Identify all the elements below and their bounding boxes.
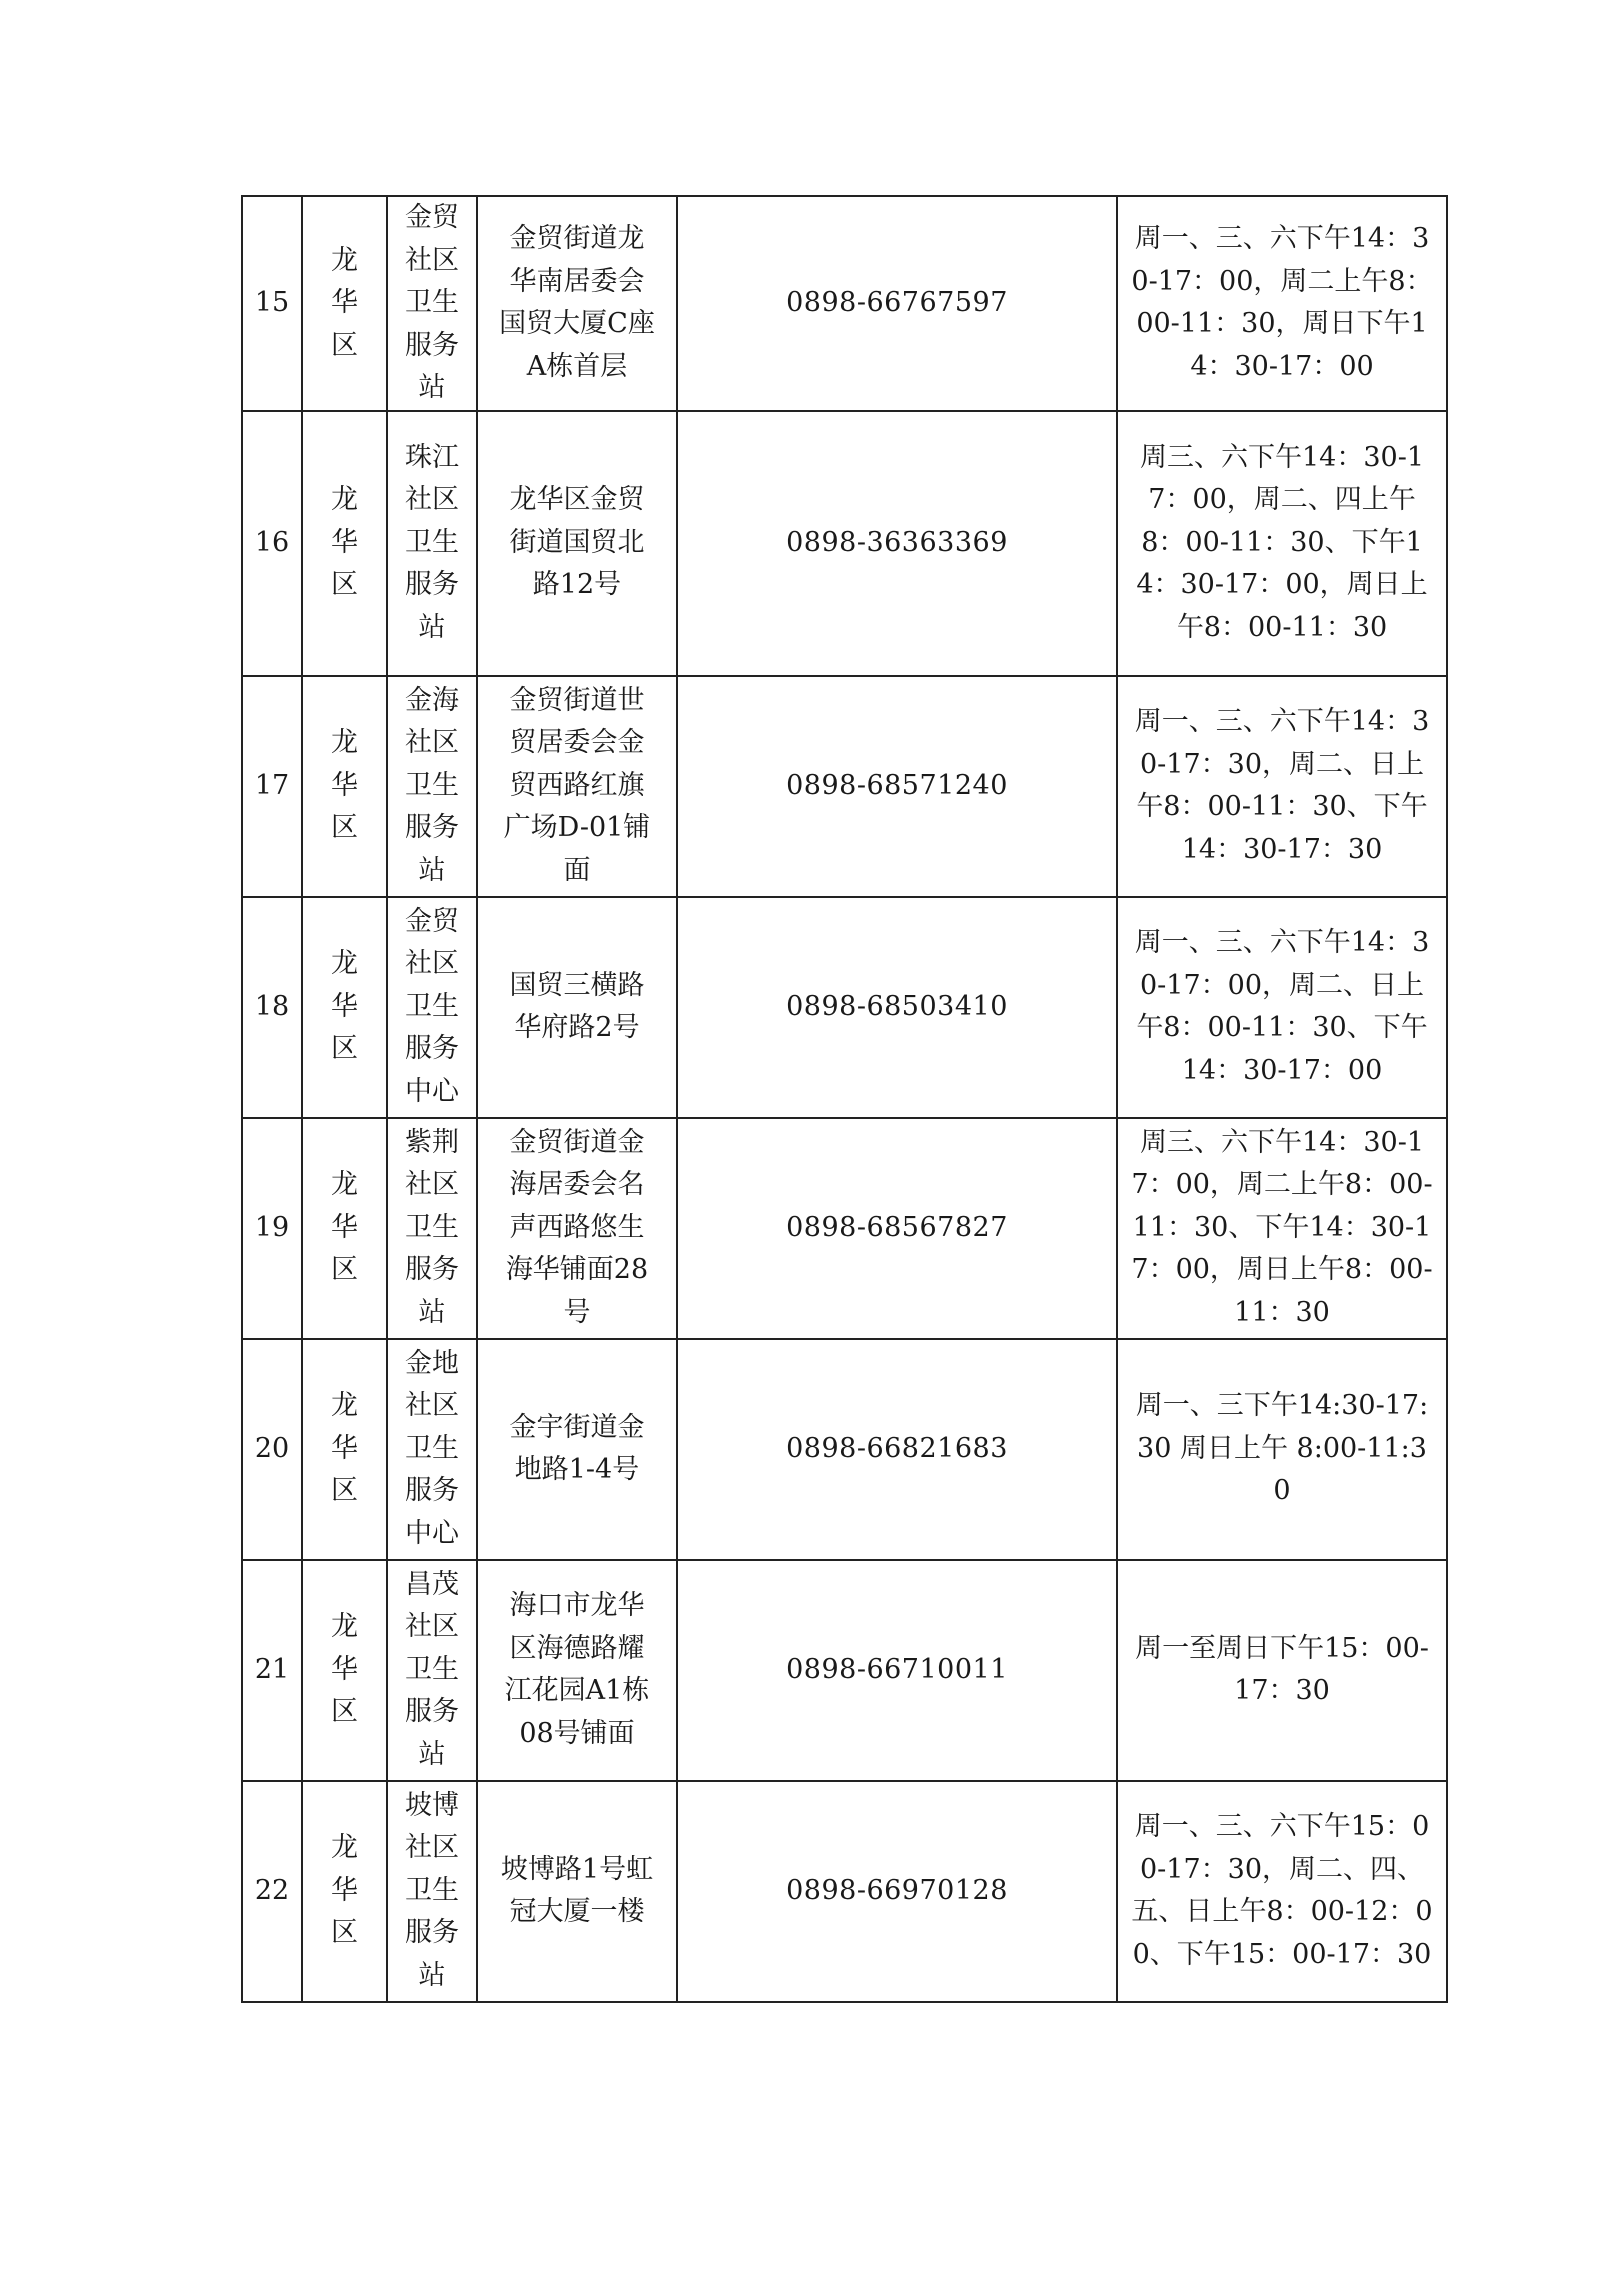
row-index-cell: 20 — [242, 1339, 302, 1560]
table-row — [242, 196, 1447, 411]
row-index-cell: 19 — [242, 1118, 302, 1339]
clinic-name-cell: 珠江社区卫生服务站 — [387, 411, 477, 676]
hours-cell: 周一、三、六下午15：00-17：30，周二、四、五、日上午8：00-12：00、下午15：00-17：30 — [1117, 1781, 1447, 2002]
row-index-cell: 18 — [242, 897, 302, 1118]
phone-cell: 0898-66767597 — [677, 196, 1117, 411]
clinic-name-cell: 金贸社区卫生服务中心 — [387, 897, 477, 1118]
clinic-table — [241, 195, 1448, 2003]
table-row — [242, 1339, 1447, 1560]
hours-cell: 周三、六下午14：30-17：00，周二上午8：00-11：30、下午14：30-17：00，周日上午8：00-11：30 — [1117, 1118, 1447, 1339]
address-cell: 金贸街道金海居委会名声西路悠生海华铺面28号 — [477, 1118, 677, 1339]
hours-cell: 周一、三下午14:30-17:30 周日上午 8:00-11:30 — [1117, 1339, 1447, 1560]
row-index-cell: 15 — [242, 196, 302, 411]
address-cell: 海口市龙华区海德路耀江花园A1栋08号铺面 — [477, 1560, 677, 1781]
table-row — [242, 1118, 1447, 1339]
phone-cell: 0898-68503410 — [677, 897, 1117, 1118]
hours-cell: 周一、三、六下午14：30-17：00，周二、日上午8：00-11：30、下午14：30-17：00 — [1117, 897, 1447, 1118]
row-index-cell: 22 — [242, 1781, 302, 2002]
address-cell: 坡博路1号虹冠大厦一楼 — [477, 1781, 677, 2002]
phone-cell: 0898-66821683 — [677, 1339, 1117, 1560]
phone-cell: 0898-66970128 — [677, 1781, 1117, 2002]
address-cell: 龙华区金贸街道国贸北路12号 — [477, 411, 677, 676]
phone-cell: 0898-66710011 — [677, 1560, 1117, 1781]
table-row — [242, 897, 1447, 1118]
address-cell: 金宇街道金地路1-4号 — [477, 1339, 677, 1560]
address-cell: 金贸街道龙华南居委会国贸大厦C座A栋首层 — [477, 196, 677, 411]
row-index-cell: 17 — [242, 676, 302, 897]
table-row — [242, 1781, 1447, 2002]
clinic-name-cell: 金海社区卫生服务站 — [387, 676, 477, 897]
district-cell: 龙华区 — [302, 897, 387, 1118]
hours-cell: 周一至周日下午15：00-17：30 — [1117, 1560, 1447, 1781]
phone-cell: 0898-68571240 — [677, 676, 1117, 897]
clinic-name-cell: 紫荆社区卫生服务站 — [387, 1118, 477, 1339]
table-row — [242, 411, 1447, 676]
district-cell: 龙华区 — [302, 411, 387, 676]
district-cell: 龙华区 — [302, 1118, 387, 1339]
table-row — [242, 676, 1447, 897]
district-cell: 龙华区 — [302, 1560, 387, 1781]
phone-cell: 0898-36363369 — [677, 411, 1117, 676]
address-cell: 金贸街道世贸居委会金贸西路红旗广场D-01铺面 — [477, 676, 677, 897]
clinic-name-cell: 金贸社区卫生服务站 — [387, 196, 477, 411]
district-cell: 龙华区 — [302, 1781, 387, 2002]
clinic-name-cell: 金地社区卫生服务中心 — [387, 1339, 477, 1560]
hours-cell: 周三、六下午14：30-17：00，周二、四上午8：00-11：30、下午14：30-17：00，周日上午8：00-11：30 — [1117, 411, 1447, 676]
table-row — [242, 1560, 1447, 1781]
address-cell: 国贸三横路华府路2号 — [477, 897, 677, 1118]
hours-cell: 周一、三、六下午14：30-17：00，周二上午8：00-11：30，周日下午14：30-17：00 — [1117, 196, 1447, 411]
phone-cell: 0898-68567827 — [677, 1118, 1117, 1339]
clinic-name-cell: 昌茂社区卫生服务站 — [387, 1560, 477, 1781]
row-index-cell: 16 — [242, 411, 302, 676]
district-cell: 龙华区 — [302, 676, 387, 897]
row-index-cell: 21 — [242, 1560, 302, 1781]
district-cell: 龙华区 — [302, 1339, 387, 1560]
hours-cell: 周一、三、六下午14：30-17：30，周二、日上午8：00-11：30、下午14：30-17：30 — [1117, 676, 1447, 897]
clinic-name-cell: 坡博社区卫生服务站 — [387, 1781, 477, 2002]
district-cell: 龙华区 — [302, 196, 387, 411]
